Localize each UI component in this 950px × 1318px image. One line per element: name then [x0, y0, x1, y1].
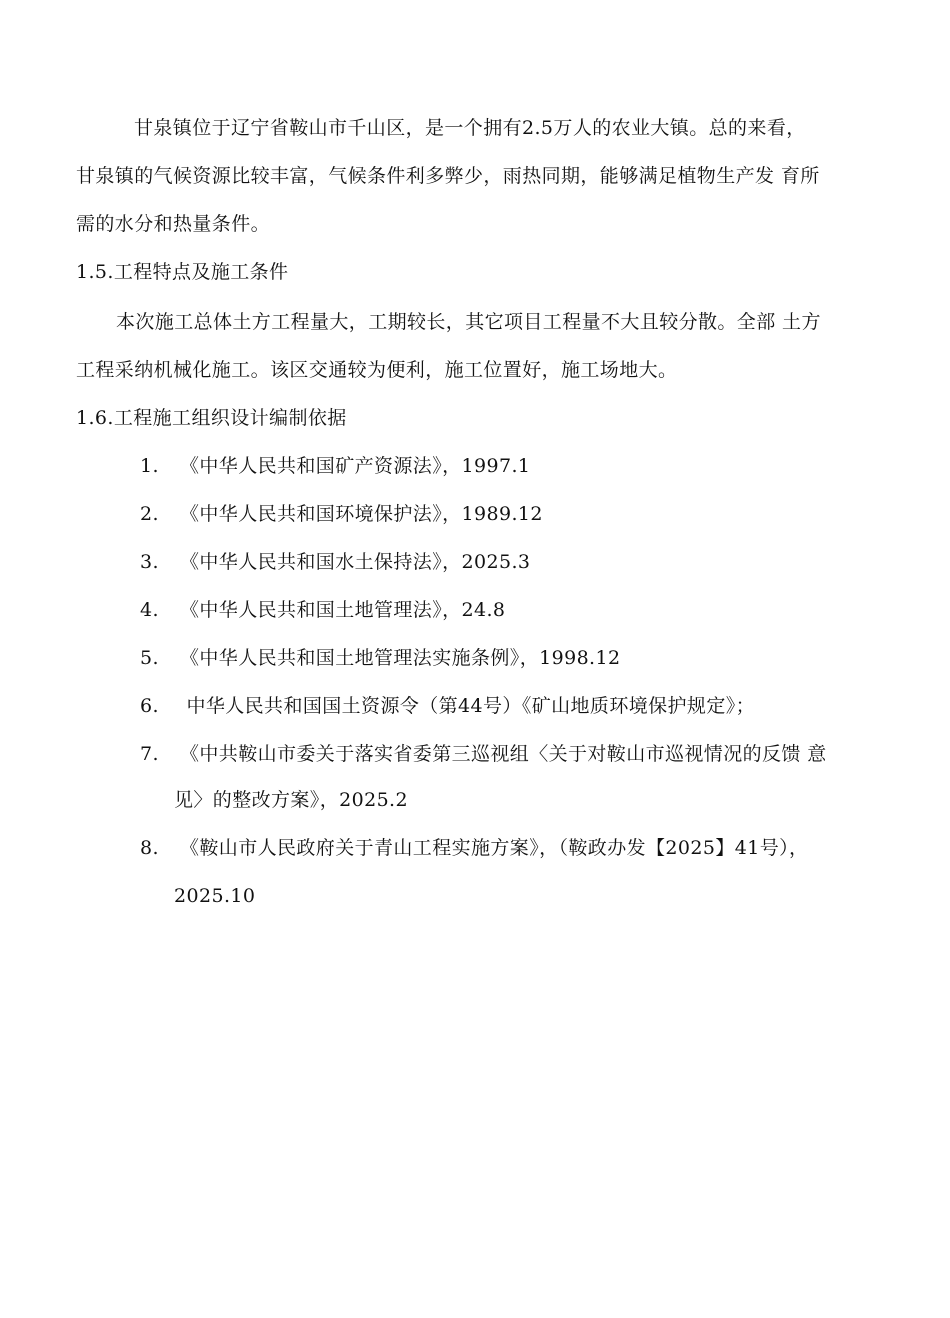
- reference-item-8-continuation: 2025.10: [174, 885, 256, 907]
- reference-number: 8.: [140, 837, 159, 859]
- reference-item-1: [140, 442, 530, 490]
- intro-line-3: 需的水分和热量条件。: [76, 213, 271, 235]
- intro-line-1: 甘泉镇位于辽宁省鞍山市千山区，是一个拥有2.5万人的农业大镇。总的来看，: [134, 117, 806, 139]
- reference-number: 4.: [140, 599, 159, 621]
- section-heading-1-6: 1.6.工程施工组织设计编制依据: [76, 407, 347, 429]
- reference-text: 中华人民共和国国土资源令（第44号）《矿山地质环境保护规定》；: [180, 695, 756, 717]
- reference-text: 《中华人民共和国水土保持法》，2025.3: [180, 551, 531, 573]
- reference-number: 1.: [140, 455, 159, 477]
- reference-number: 6.: [140, 695, 159, 717]
- reference-item-2: [140, 490, 543, 538]
- reference-text: 《中共鞍山市委关于落实省委第三巡视组〈关于对鞍山市巡视情况的反馈 意: [180, 743, 827, 765]
- intro-line-2: 甘泉镇的气候资源比较丰富，气候条件利多弊少，雨热同期，能够满足植物生产发 育所: [76, 165, 820, 187]
- reference-number: 5.: [140, 647, 159, 669]
- reference-item-7-continuation: 见〉的整改方案》，2025.2: [174, 789, 408, 811]
- reference-number: 3.: [140, 551, 159, 573]
- intro-paragraph: [76, 104, 884, 248]
- reference-number: 2.: [140, 503, 159, 525]
- reference-item-8: [140, 824, 808, 872]
- section-1-5-line-2: 工程采纳机械化施工。该区交通较为便利，施工位置好，施工场地大。: [76, 359, 678, 381]
- section-1-5-paragraph: [76, 298, 884, 394]
- reference-number: 7.: [140, 743, 159, 765]
- reference-text: 《中华人民共和国环境保护法》，1989.12: [180, 503, 543, 525]
- section-1-5-line-1: 本次施工总体土方工程量大，工期较长，其它项目工程量不大且较分散。全部 土方: [116, 311, 821, 333]
- reference-text: 《鞍山市人民政府关于青山工程实施方案》，（鞍政办发【2025】41号），: [180, 837, 809, 859]
- reference-item-5: [140, 634, 620, 682]
- reference-text: 《中华人民共和国矿产资源法》，1997.1: [180, 455, 531, 477]
- reference-item-6: [140, 682, 755, 730]
- reference-item-7: [140, 730, 827, 778]
- reference-text: 《中华人民共和国土地管理法》，24.8: [180, 599, 506, 621]
- reference-item-3: [140, 538, 530, 586]
- reference-text: 《中华人民共和国土地管理法实施条例》，1998.12: [180, 647, 621, 669]
- section-heading-1-5: 1.5.工程特点及施工条件: [76, 261, 289, 283]
- reference-item-4: [140, 586, 505, 634]
